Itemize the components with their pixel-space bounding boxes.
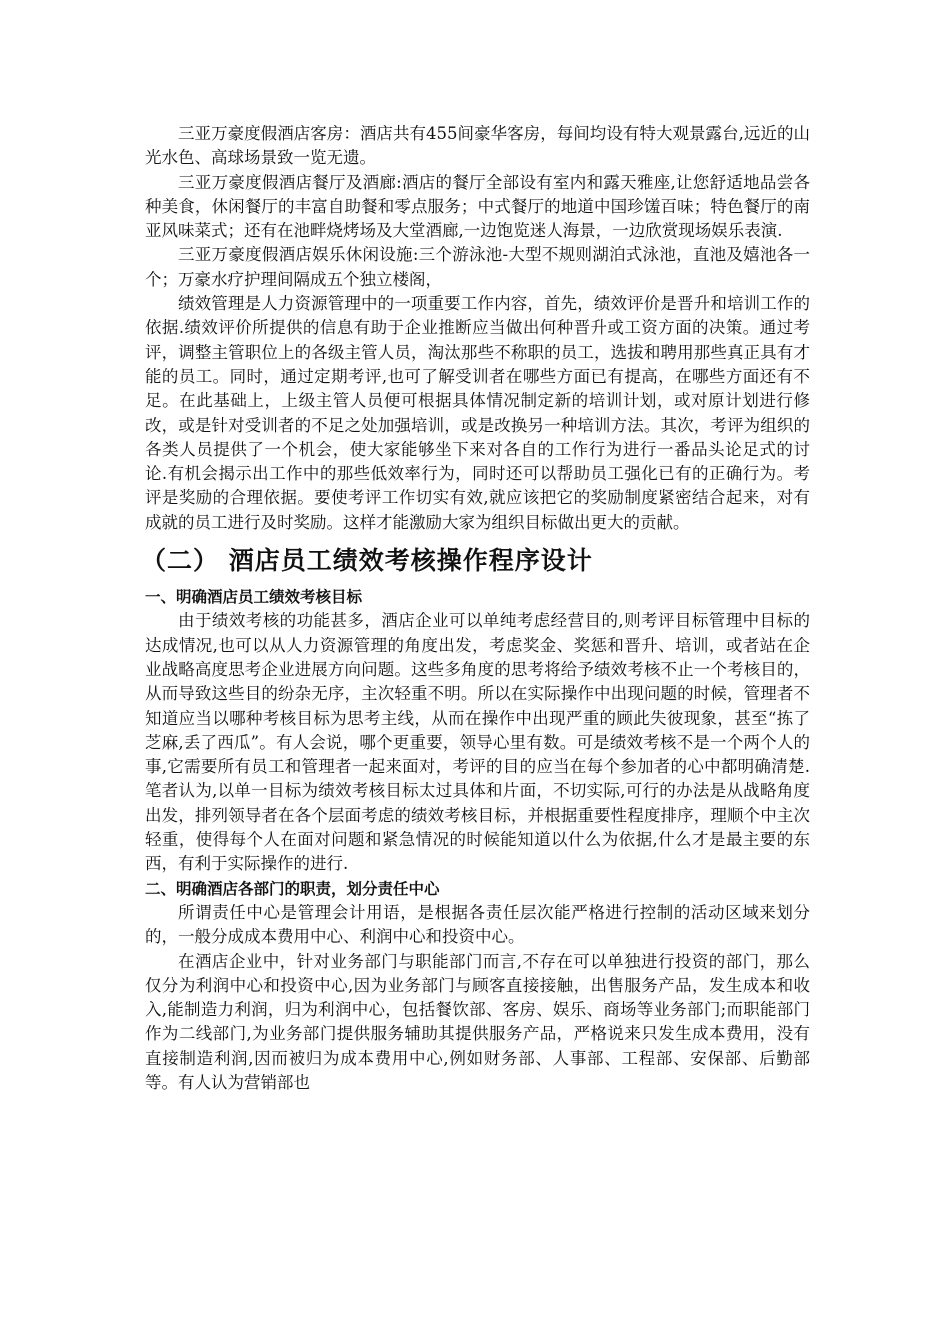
paragraph-goals: 由于绩效考核的功能甚多，酒店企业可以单纯考虑经营目的,则考评目标管理中目标的达成情况,也可以从人力资源管理的角度出发，考虑奖金、奖惩和晋升、培训，或者站在企业战略高度思考企业进展方向问题。这些多角度的思考将给予绩效考核不止一个考核目的，从而导致这些目的纷杂无序，主次轻重不明。所以在实际操作中出现问题的时候，管理者不知道应当以哪种考核目标为思考主线，从而在操作中出现严重的顾此失彼现象，甚至“拣了芝麻,丢了西瓜”。有人会说，哪个更重要，领导心里有数。可是绩效考核不是一个两个人的事,它需要所有员工和管理者一起来面对，考评的目的应当在每个参加者的心中都明确清楚.笔者认为,以单一目标为绩效考核目标太过具体和片面，不切实际,可行的办法是从战略角度出发，排列领导者在各个层面考虑的绩效考核目标，并根据重要性程度排序，理顺个中主次轻重，使得每个人在面对问题和紧急情况的时候能知道以什么为依据,什么才是最主要的东西，有利于实际操作的进行. (145, 611, 810, 874)
document-page (141, 122, 810, 1095)
section-title: （二） 酒店员工绩效考核操作程序设计 (141, 546, 593, 576)
subsection-title-responsibility: 二、明确酒店各部门的职责，划分责任中心 (145, 879, 440, 898)
paragraph-recreation: 三亚万豪度假酒店娱乐休闲设施:三个游泳池-大型不规则湖泊式泳池，直池及嬉池各一个；万豪水疗护理间隔成五个独立楼阁， (145, 245, 810, 289)
paragraph-restaurants: 三亚万豪度假酒店餐厅及酒廊:酒店的餐厅全部设有室内和露天雅座,让您舒适地品尝各种美食，休闲餐厅的丰富自助餐和零点服务；中式餐厅的地道中国珍馐百味；特色餐厅的南亚风味菜式；还有在池畔烧烤场及大堂酒廊,一边饱览迷人海景，一边欣赏现场娱乐表演. (145, 172, 810, 241)
subsection-title-goals: 一、明确酒店员工绩效考核目标 (145, 588, 363, 607)
paragraph-guest-rooms: 三亚万豪度假酒店客房：酒店共有455间豪华客房，每间均设有特大观景露台,远近的山光水色、高球场景致一览无遗。 (145, 124, 810, 168)
paragraph-responsibility-center: 所谓责任中心是管理会计用语，是根据各责任层次能严格进行控制的活动区域来划分的，一般分成成本费用中心、利润中心和投资中心。 (145, 902, 810, 947)
paragraph-performance-management: 绩效管理是人力资源管理中的一项重要工作内容，首先，绩效评价是晋升和培训工作的依据.绩效评价所提供的信息有助于企业推断应当做出何种晋升或工资方面的决策。通过考评，调整主管职位上的各级主管人员，淘汰那些不称职的员工，选拔和聘用那些真正具有才能的员工。同时，通过定期考评,也可了解受训者在哪些方面已有提高，在哪些方面还有不足。在此基础上，上级主管人员便可根据具体情况制定新的培训计划，或对原计划进行修改，或是针对受训者的不足之处加强培训，或是改换另一种培训方法。其次，考评为组织的各类人员提供了一个机会，使大家能够坐下来对各自的工作行为进行一番品头论足式的讨论.有机会揭示出工作中的那些低效率行为，同时还可以帮助员工强化已有的正确行为。考评是奖励的合理依据。要使考评工作切实有效,就应该把它的奖励制度紧密结合起来，对有成就的员工进行及时奖励。这样才能激励大家为组织目标做出更大的贡献。 (145, 294, 810, 532)
paragraph-departments: 在酒店企业中，针对业务部门与职能部门而言,不存在可以单独进行投资的部门，那么仅分为利润中心和投资中心,因为业务部门与顾客直接接触，出售服务产品，发生成本和收入,能制造力利润，归为利润中心，包括餐饮部、客房、娱乐、商场等业务部门;而职能部门作为二线部门,为业务部门提供服务辅助其提供服务产品，严格说来只发生成本费用，没有直接制造利润,因而被归为成本费用中心,例如财务部、人事部、工程部、安保部、后勤部等。有人认为营销部也 (145, 951, 810, 1092)
